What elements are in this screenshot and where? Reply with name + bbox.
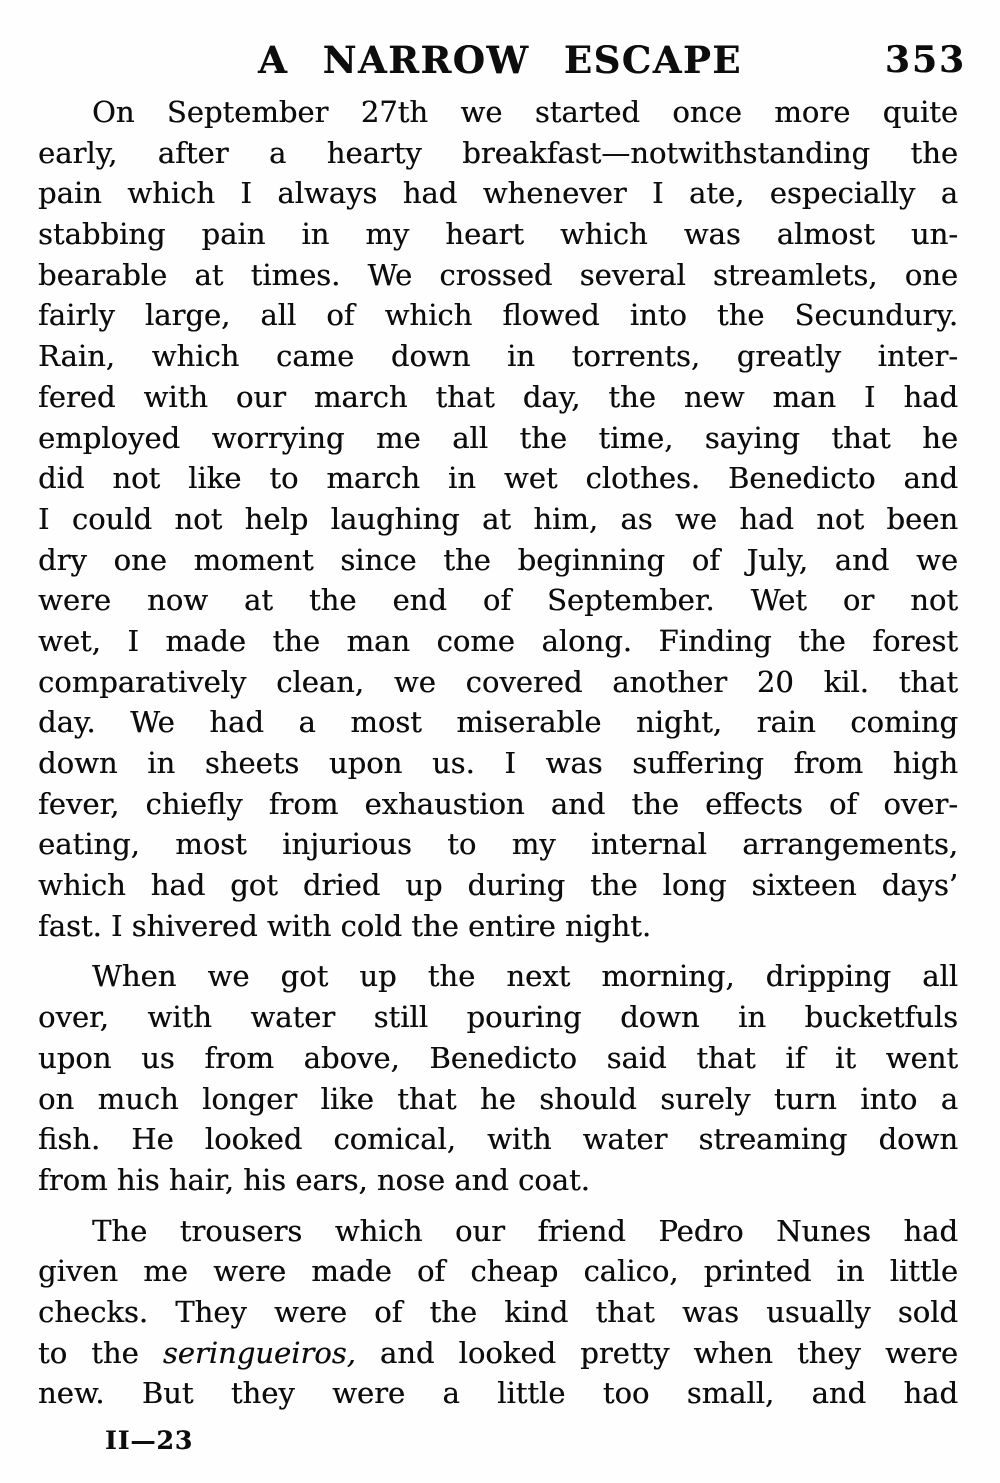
signature-mark: II—23 xyxy=(105,1426,194,1455)
text-line: did not like to march in wet clothes. Benedicto and xyxy=(38,461,958,496)
text-line: employed worrying me all the time, saying that he xyxy=(38,420,958,455)
text-line: from his hair, his ears, nose and coat. xyxy=(38,1162,590,1197)
text-line: which had got dried up during the long sixteen days’ xyxy=(38,868,958,903)
text-line: fast. I shivered with cold the entire night. xyxy=(38,908,652,943)
text-line: fairly large, all of which flowed into the Secundury. xyxy=(38,298,958,333)
text-line: on much longer like that he should surely turn into a xyxy=(38,1081,958,1116)
text-line: down in sheets upon us. I was suffering from high xyxy=(38,746,958,780)
text-line: new. But they were a little too small, and had xyxy=(38,1376,958,1411)
page-footer xyxy=(105,1426,193,1455)
text-line: upon us from above, Benedicto said that if it went xyxy=(38,1040,958,1075)
page-header xyxy=(0,40,1000,84)
page-body xyxy=(38,92,958,1414)
text-line-with-italic xyxy=(38,1333,958,1374)
text-line: early, after a hearty breakfast—notwithstanding the xyxy=(38,135,958,170)
text-line: eating, most injurious to my internal arrangements, xyxy=(38,827,958,862)
text-line: Rain, which came down in torrents, greatly inter- xyxy=(38,339,958,374)
text-line: I could not help laughing at him, as we had not been xyxy=(38,501,958,536)
text-line: stabbing pain in my heart which was almost un- xyxy=(38,217,958,252)
text-line: given me were made of cheap calico, printed in little xyxy=(38,1254,958,1289)
text-line: When we got up the next morning, dripping all xyxy=(92,959,958,994)
text-line: bearable at times. We crossed several streamlets, one xyxy=(38,257,958,292)
page-number: 353 xyxy=(884,39,966,81)
text-line: wet, I made the man come along. Finding the forest xyxy=(38,623,958,658)
text-line: over, with water still pouring down in bucketfuls xyxy=(38,1000,958,1035)
text-line: On September 27th we started once more quite xyxy=(92,95,958,129)
running-title: A NARROW ESCAPE xyxy=(258,38,742,82)
italic-word: seringueiros, xyxy=(162,1335,356,1370)
paragraph-3 xyxy=(38,1211,958,1414)
text-line: pain which I always had whenever I ate, especially a xyxy=(38,176,958,211)
text-line: comparatively clean, we covered another 20 kil. that xyxy=(38,664,958,699)
text-line: were now at the end of September. Wet or not xyxy=(38,583,958,618)
text-line: day. We had a most miserable night, rain coming xyxy=(38,705,958,740)
text-line: fered with our march that day, the new man I had xyxy=(38,379,958,414)
text-line: dry one moment since the beginning of July, and we xyxy=(38,542,958,577)
text-segment: and looked pretty when they were xyxy=(355,1335,958,1370)
paragraph-1 xyxy=(38,92,958,946)
text-line: fish. He looked comical, with water streaming down xyxy=(38,1122,958,1157)
text-line: checks. They were of the kind that was usually sold xyxy=(38,1294,958,1329)
text-line: The trousers which our friend Pedro Nunes had xyxy=(92,1213,958,1248)
text-line: fever, chiefly from exhaustion and the effects of over- xyxy=(38,786,958,821)
text-segment: to the xyxy=(38,1335,163,1370)
paragraph-2 xyxy=(38,956,958,1200)
